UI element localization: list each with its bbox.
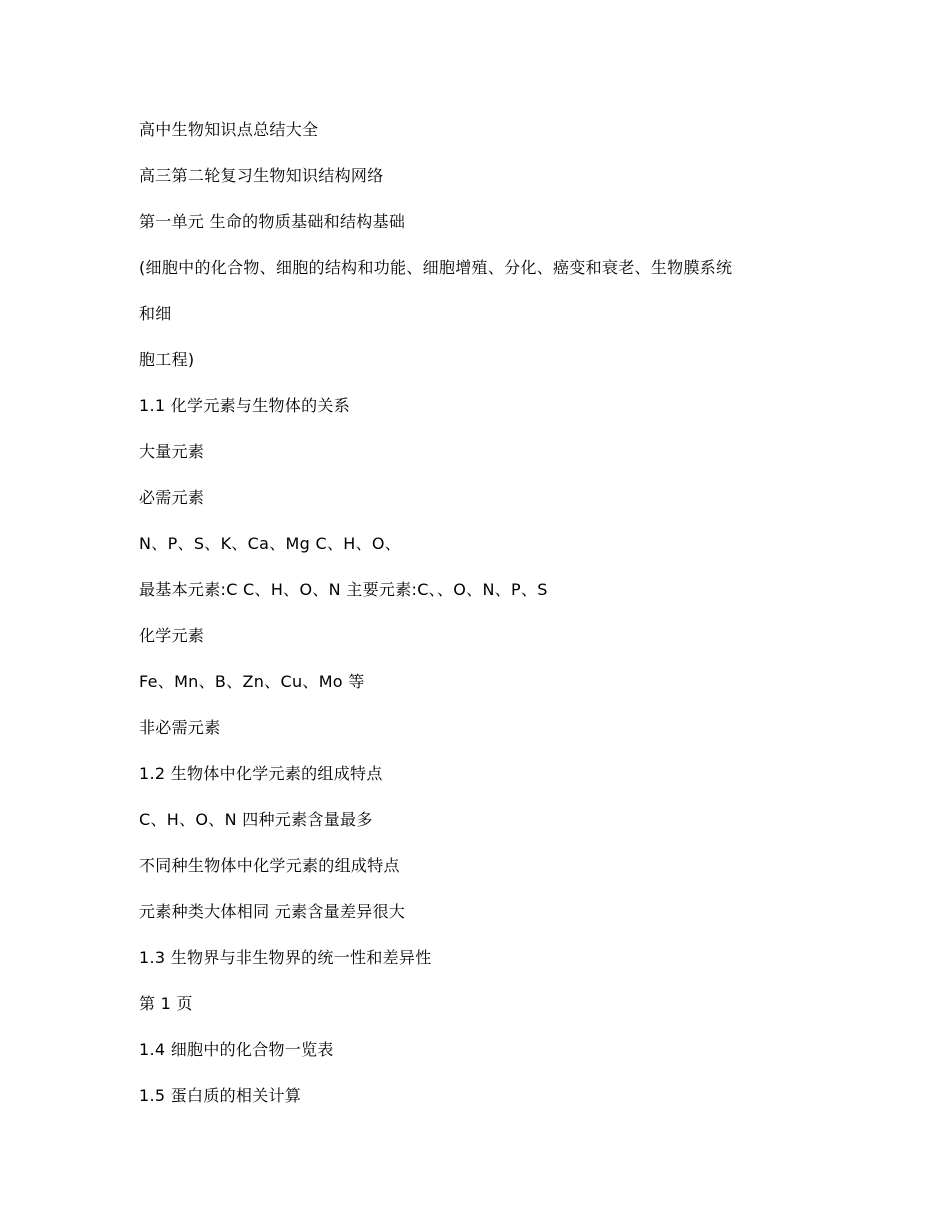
section-heading: 1.5 蛋白质的相关计算 — [139, 1086, 302, 1105]
text-line: 非必需元素 — [139, 718, 221, 737]
section-heading: 1.3 生物界与非生物界的统一性和差异性 — [139, 948, 432, 967]
text-line: (细胞中的化合物、细胞的结构和功能、细胞增殖、分化、癌变和衰老、生物膜系统 — [139, 258, 733, 277]
section-heading: 1.4 细胞中的化合物一览表 — [139, 1040, 334, 1059]
document-body — [139, 116, 829, 1128]
text-line: Fe、Mn、B、Zn、Cu、Mo 等 — [139, 672, 365, 691]
text-line: 化学元素 — [139, 626, 205, 645]
text-line: 元素种类大体相同 元素含量差异很大 — [139, 902, 406, 921]
document-subtitle: 高三第二轮复习生物知识结构网络 — [139, 166, 384, 185]
document-title: 高中生物知识点总结大全 — [139, 120, 319, 139]
text-line: N、P、S、K、Ca、Mg C、H、O、 — [139, 534, 402, 553]
text-line: 必需元素 — [139, 488, 205, 507]
unit-heading: 第一单元 生命的物质基础和结构基础 — [139, 212, 406, 231]
section-heading: 1.2 生物体中化学元素的组成特点 — [139, 764, 383, 783]
text-line: 最基本元素:C C、H、O、N 主要元素:C、、O、N、P、S — [139, 580, 548, 599]
text-line: 胞工程) — [139, 350, 195, 369]
text-line: 大量元素 — [139, 442, 205, 461]
page-number: 第 1 页 — [139, 994, 193, 1013]
text-line: 和细 — [139, 304, 172, 323]
text-line: 不同种生物体中化学元素的组成特点 — [139, 856, 400, 875]
text-line: C、H、O、N 四种元素含量最多 — [139, 810, 373, 829]
section-heading: 1.1 化学元素与生物体的关系 — [139, 396, 351, 415]
